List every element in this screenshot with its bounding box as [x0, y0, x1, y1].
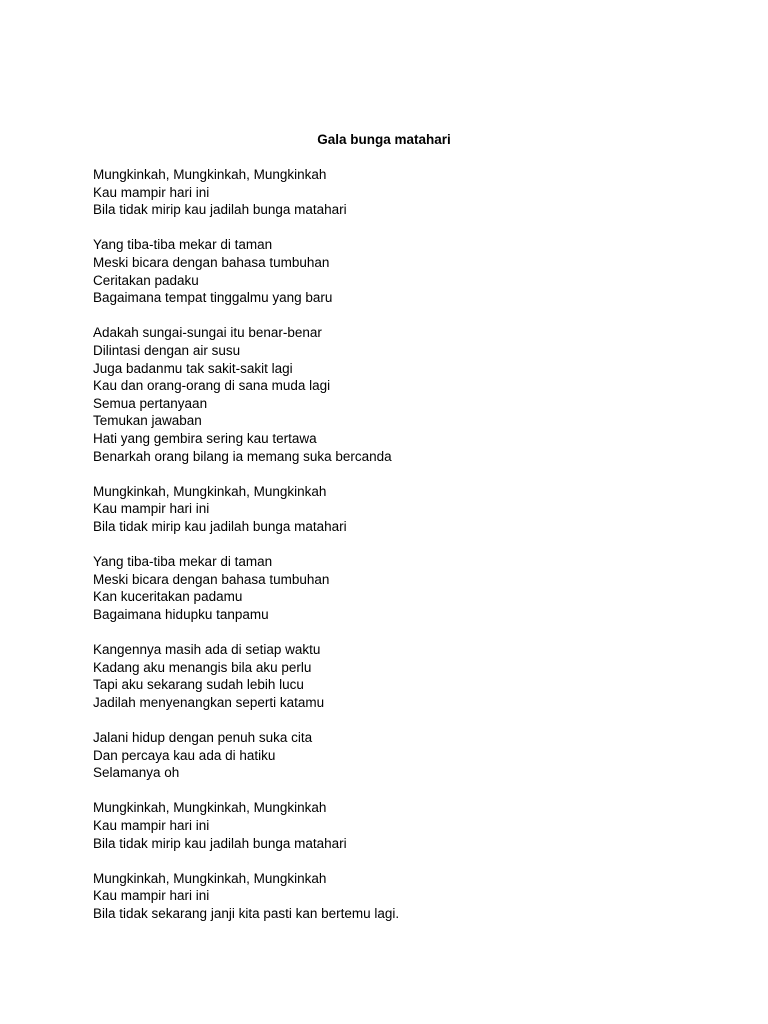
lyric-line: Bila tidak sekarang janji kita pasti kan bertemu lagi.	[93, 905, 400, 921]
lyric-line: Mungkinkah, Mungkinkah, Mungkinkah	[93, 167, 327, 182]
stanza	[93, 641, 713, 711]
document-title: Gala bunga matahari	[317, 132, 451, 147]
lyric-line: Hati yang gembira sering kau tertawa	[93, 430, 317, 446]
lyric-line: Dan percaya kau ada di hatiku	[93, 747, 276, 763]
lyric-line: Mungkinkah, Mungkinkah, Mungkinkah	[93, 483, 327, 499]
lyric-line: Ceritakan padaku	[93, 272, 199, 288]
lyric-line: Bila tidak mirip kau jadilah bunga matahari	[93, 835, 347, 851]
lyric-line: Semua pertanyaan	[93, 395, 208, 411]
lyric-line: Kau mampir hari ini	[93, 817, 210, 833]
lyric-line: Juga badanmu tak sakit-sakit lagi	[93, 360, 293, 376]
lyric-line: Kau mampir hari ini	[93, 501, 210, 517]
stanza	[93, 870, 713, 923]
lyric-line: Bila tidak mirip kau jadilah bunga matahari	[93, 202, 347, 218]
lyric-line: Tapi aku sekarang sudah lebih lucu	[93, 677, 304, 693]
lyrics-body	[93, 166, 713, 940]
stanza	[93, 729, 713, 782]
lyric-line: Bagaimana hidupku tanpamu	[93, 606, 269, 622]
lyric-line: Dilintasi dengan air susu	[93, 342, 241, 358]
lyric-line: Kau mampir hari ini	[93, 888, 210, 904]
lyric-line: Benarkah orang bilang ia memang suka bercanda	[93, 448, 392, 464]
lyric-line: Jadilah menyenangkan seperti katamu	[93, 694, 325, 710]
lyric-line: Bagaimana tempat tinggalmu yang baru	[93, 290, 333, 306]
lyric-line: Temukan jawaban	[93, 413, 202, 429]
stanza	[93, 236, 713, 306]
lyric-line: Jalani hidup dengan penuh suka cita	[93, 730, 313, 745]
lyric-line: Adakah sungai-sungai itu benar-benar	[93, 325, 322, 341]
lyric-line: Mungkinkah, Mungkinkah, Mungkinkah	[93, 800, 327, 816]
lyric-line: Yang tiba-tiba mekar di taman	[93, 554, 273, 570]
stanza	[93, 799, 713, 852]
lyric-line: Meski bicara dengan bahasa tumbuhan	[93, 254, 330, 270]
lyric-line: Kan kuceritakan padamu	[93, 589, 243, 605]
lyric-line: Kadang aku menangis bila aku perlu	[93, 659, 312, 675]
stanza	[93, 324, 713, 465]
stanza	[93, 166, 713, 219]
lyric-line: Kangennya masih ada di setiap waktu	[93, 642, 321, 658]
lyric-line: Meski bicara dengan bahasa tumbuhan	[93, 571, 330, 587]
lyric-line: Yang tiba-tiba mekar di taman	[93, 237, 273, 253]
lyric-line: Kau dan orang-orang di sana muda lagi	[93, 378, 331, 394]
lyric-line: Kau mampir hari ini	[93, 184, 210, 200]
lyric-line: Mungkinkah, Mungkinkah, Mungkinkah	[93, 870, 327, 886]
stanza	[93, 483, 713, 536]
lyric-line: Selamanya oh	[93, 765, 180, 781]
stanza	[93, 553, 713, 623]
lyric-line: Bila tidak mirip kau jadilah bunga matahari	[93, 518, 347, 534]
